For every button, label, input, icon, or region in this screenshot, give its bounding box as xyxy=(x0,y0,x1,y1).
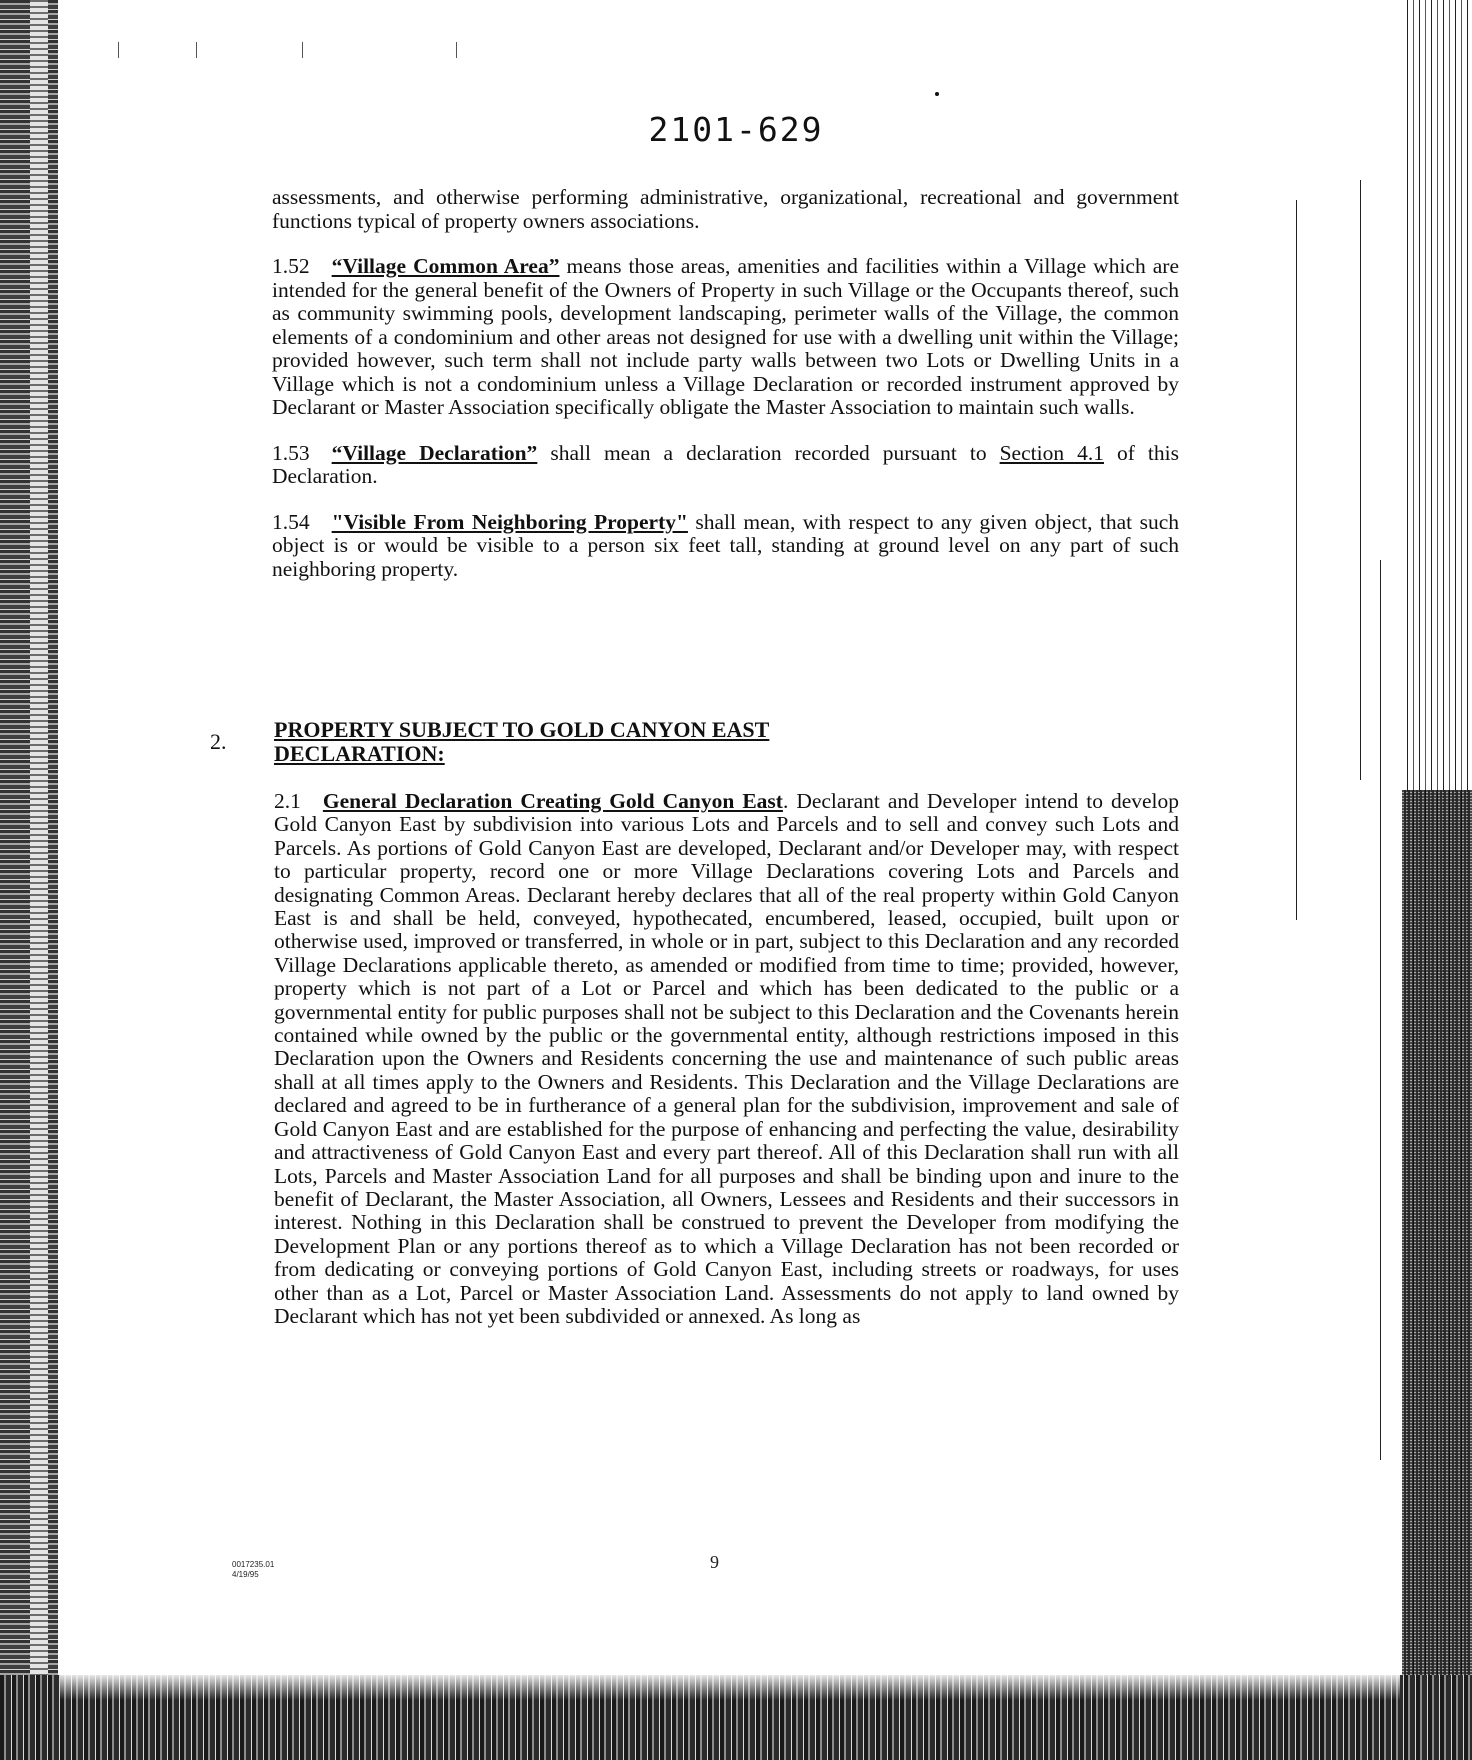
scan-mark xyxy=(118,42,119,58)
scan-edge-left xyxy=(0,0,58,1760)
definition-number: 1.53 xyxy=(272,440,310,465)
definition-1-52 xyxy=(272,255,1179,420)
section-reference: Section 4.1 xyxy=(999,440,1104,465)
page-number: 9 xyxy=(710,1552,719,1572)
section-2-1-paragraph xyxy=(274,790,1179,1328)
definition-1-54 xyxy=(272,511,1179,582)
intro-paragraph: assessments, and otherwise performing administrative, organizational, recreational and government functions typical of property owners associations. xyxy=(272,185,1179,233)
definition-text: means those areas, amenities and facilities within a Village which are intended for the general benefit of the Owners of Property in such Village or the Occupants thereof, such as community swimming pools, development landscaping, perimeter walls of the Village, the common elements of a condominium and other areas not designed for use with a dwelling unit within the Village; provided however, such term shall not include party walls between two Lots or Dwelling Units in a Village which is not a condominium unless a Village Declaration or recorded instrument approved by Declarant or Master Association specifically obligate the Master Association to maintain such walls. xyxy=(272,254,1179,419)
subsection-text: . Declarant and Developer intend to develop Gold Canyon East by subdivision into various Lots and Parcels and to sell and convey such Lots and Parcels. As portions of Gold Canyon East are developed, Declarant and/or Developer may, with respect to particular property, record one or more Village Declarations covering Lots and Parcels and designating Common Areas. Declarant hereby declares that all of the real property within Gold Canyon East is and shall be held, conveyed, hypothecated, encumbered, leased, occupied, built upon or otherwise used, improved or transferred, in whole or in part, subject to this Declaration and any recorded Village Declarations applicable thereto, as amended or modified from time to time; provided, however, property which is not part of a Lot or Parcel and which has been dedicated to the public or a governmental entity for public purposes shall not be subject to this Declaration and the Covenants herein contained while owned by the public or the governmental entity, although restrictions imposed in this Declaration upon the Owners and Residents concerning the use and maintenance of such public areas shall at all times apply to the Owners and Residents. This Declaration and the Village Declarations are declared and agreed to be in furtherance of a general plan for the subdivision, improvement and sale of Gold Canyon East and are established for the purpose of enhancing and perfecting the value, desirability and attractiveness of Gold Canyon East and every part thereof. All of this Declaration shall run with all Lots, Parcels and Master Association Land for all purposes and shall be binding upon and inure to the benefit of Declarant, the Master Association, all Owners, Lessees and Residents and their successors in interest. Nothing in this Declaration shall be construed to prevent the Developer from modifying the Development Plan or any portions thereof as to which a Village Declaration has not been recorded or from dedicating or conveying portions of Gold Canyon East, including streets or roadways, for uses other than as a Lot, Parcel or Master Association Land. Assessments do not apply to land owned by Declarant which has not yet been subdivided or annexed. As long as xyxy=(274,789,1180,1328)
footer-document-code xyxy=(232,1560,274,1580)
scan-line xyxy=(1360,180,1361,780)
definition-1-53 xyxy=(272,442,1179,489)
scan-mark xyxy=(456,42,457,58)
definition-term: “Village Declaration” xyxy=(331,440,538,465)
definition-text: shall mean a declaration recorded pursuant to xyxy=(537,440,1000,465)
scan-mark xyxy=(196,42,197,58)
section-title: PROPERTY SUBJECT TO GOLD CANYON EAST DECLARATION: xyxy=(274,717,770,766)
definition-text-after: of this Declaration. xyxy=(272,440,1179,488)
definition-term: “Village Common Area” xyxy=(331,254,560,278)
scan-edge-left-inner xyxy=(30,0,48,1760)
scan-mark xyxy=(302,42,303,58)
definition-number: 1.54 xyxy=(272,509,310,534)
footer-date-line: 4/19/95 xyxy=(232,1570,259,1579)
scan-dot xyxy=(935,92,939,96)
definition-number: 1.52 xyxy=(272,254,310,278)
definitions-block xyxy=(272,186,1179,603)
document-number: 2101-629 xyxy=(648,110,824,149)
scan-line xyxy=(1380,560,1381,1460)
definition-term: "Visible From Neighboring Property" xyxy=(331,509,688,534)
scan-edge-bottom-fade xyxy=(60,1672,1400,1700)
section-number: 2. xyxy=(210,729,227,754)
footer-code-line: 0017235.01 xyxy=(232,1560,275,1569)
subsection-title: General Declaration Creating Gold Canyon East xyxy=(322,789,783,813)
subsection-number: 2.1 xyxy=(274,789,301,813)
scan-edge-right-dark xyxy=(1402,790,1472,1760)
definition-text: shall mean, with respect to any given object, that such object is or would be visible to a person six feet tall, standing at ground level on any part of such neighboring property. xyxy=(272,509,1179,581)
scan-line xyxy=(1296,200,1297,920)
